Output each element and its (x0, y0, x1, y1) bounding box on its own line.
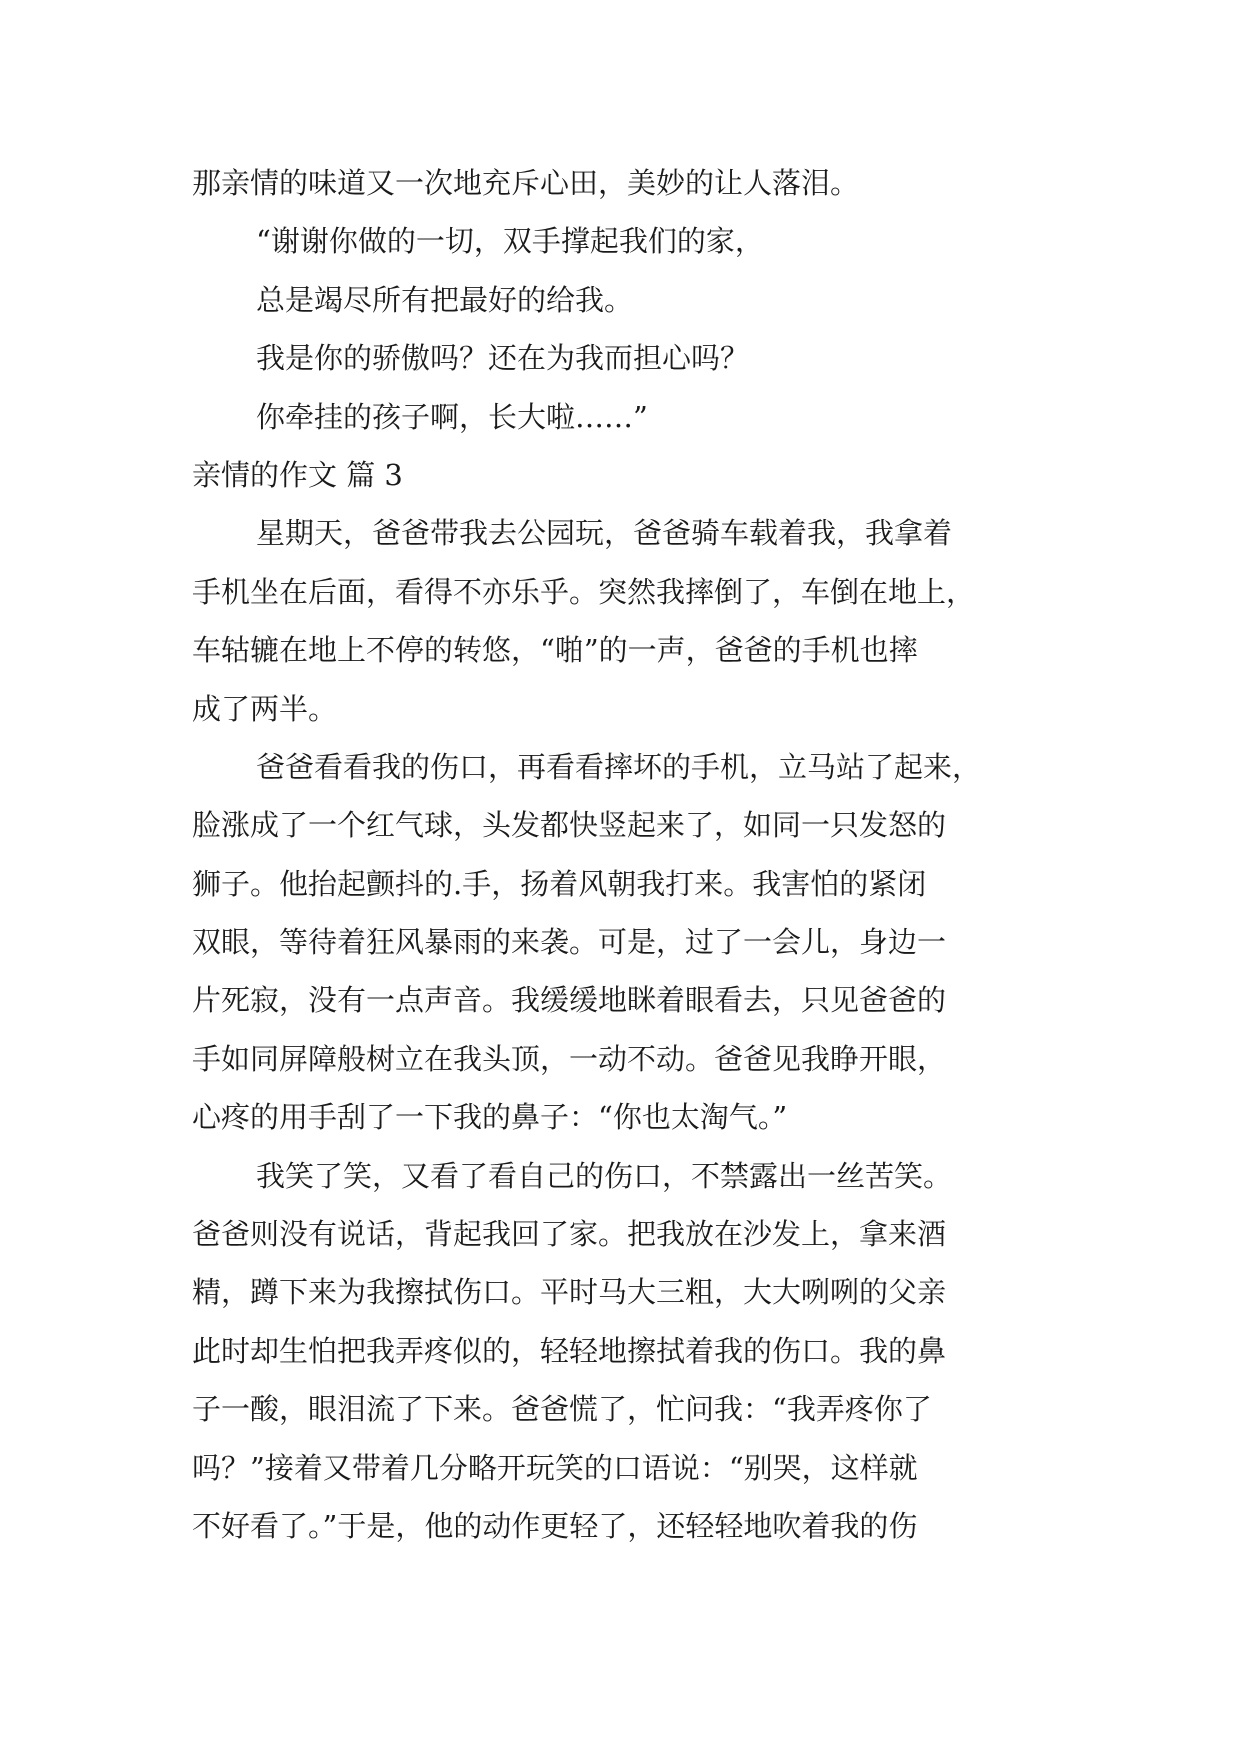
text-line: 我是你的骄傲吗？还在为我而担心吗？ (256, 341, 750, 376)
text-line: 脸涨成了一个红气球，头发都快竖起来了，如同一只发怒的 (192, 808, 947, 843)
text-line: 爸爸看看我的伤口，再看看摔坏的手机，立马站了起来， (256, 749, 982, 784)
text-line: 此时却生怕把我弄疼似的，轻轻地擦拭着我的伤口。我的鼻 (192, 1333, 947, 1368)
text-line: 双眼，等待着狂风暴雨的来袭。可是，过了一会儿，身边一 (192, 925, 947, 960)
text-line: 那亲情的味道又一次地充斥心田，美妙的让人落泪。 (192, 166, 860, 200)
text-line: 你牵挂的孩子啊，长大啦……” (256, 399, 648, 434)
text-line: 总是竭尽所有把最好的给我。 (256, 282, 634, 317)
text-line: “谢谢你做的一切，双手撑起我们的家， (256, 224, 764, 259)
text-line: 不好看了。”于是，他的动作更轻了，还轻轻地吹着我的伤 (192, 1508, 918, 1543)
text-line: 心疼的用手刮了一下我的鼻子：“你也太淘气。” (192, 1100, 788, 1135)
text-line: 手如同屏障般树立在我头顶，一动不动。爸爸见我睁开眼， (192, 1041, 947, 1076)
text-line: 手机坐在后面，看得不亦乐乎。突然我摔倒了，车倒在地上， (192, 574, 976, 609)
section-heading: 亲情的作文 篇 3 (192, 457, 403, 492)
text-line: 成了两半。 (192, 691, 338, 726)
document-body (192, 154, 1052, 1555)
text-line: 爸爸则没有说话，背起我回了家。把我放在沙发上，拿来酒 (192, 1217, 947, 1252)
text-line: 我笑了笑，又看了看自己的伤口，不禁露出一丝苦笑。 (256, 1158, 953, 1193)
text-line: 精，蹲下来为我擦拭伤口。平时马大三粗，大大咧咧的父亲 (192, 1275, 947, 1310)
text-line: 狮子。他抬起颤抖的.手，扬着风朝我打来。我害怕的紧闭 (192, 866, 927, 901)
text-line: 车轱辘在地上不停的转悠，“啪”的一声，爸爸的手机也摔 (192, 633, 918, 668)
text-line: 吗？”接着又带着几分略开玩笑的口语说：“别哭，这样就 (192, 1450, 918, 1485)
text-line: 星期天，爸爸带我去公园玩，爸爸骑车载着我，我拿着 (256, 516, 953, 551)
text-line: 片死寂，没有一点声音。我缓缓地眯着眼看去，只见爸爸的 (192, 983, 947, 1018)
text-line: 子一酸，眼泪流了下来。爸爸慌了，忙问我：“我弄疼你了 (192, 1392, 932, 1427)
